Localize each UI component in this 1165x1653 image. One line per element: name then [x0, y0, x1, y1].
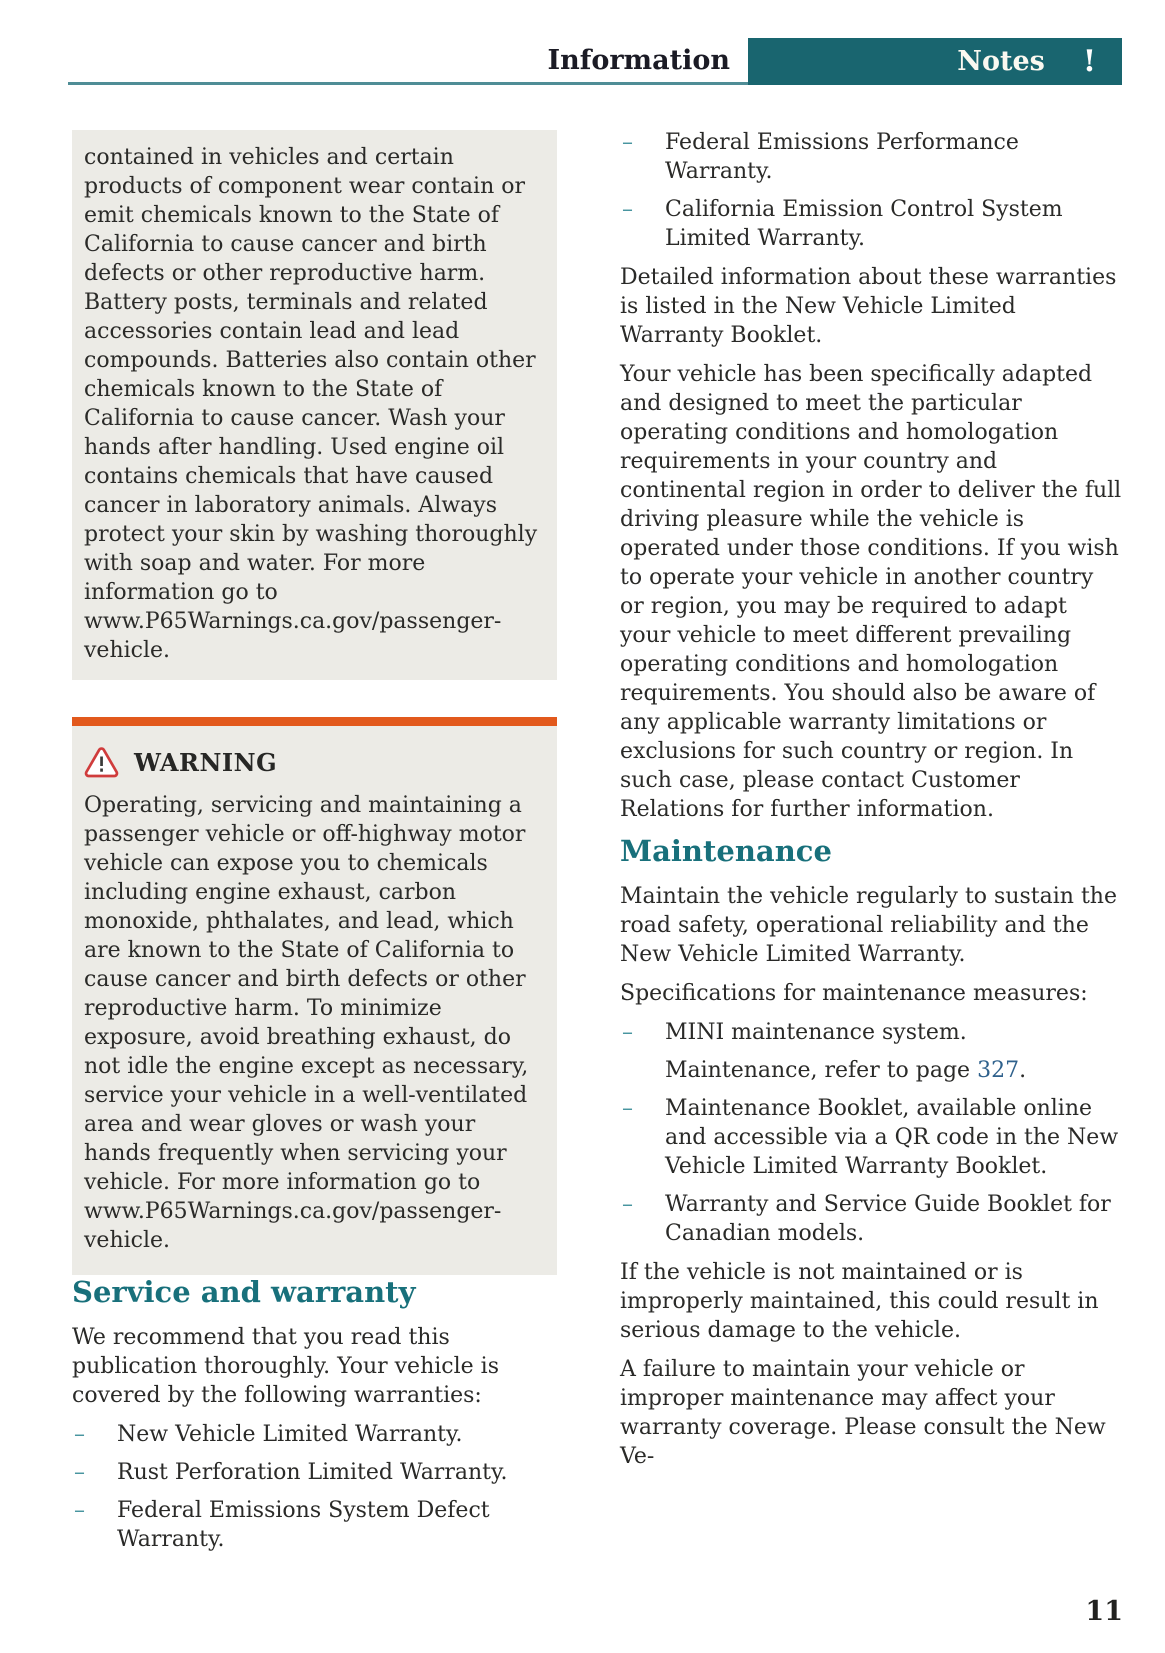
service-warranty-intro: We recommend that you read this publication thoroughly. Your vehicle is covered by the following warranties:	[72, 1325, 499, 1408]
right-column	[620, 126, 1122, 1481]
warranty-list	[72, 1420, 557, 1554]
list-item	[620, 1018, 1122, 1085]
warning-title: WARNING	[134, 748, 278, 777]
not-maintained-paragraph: If the vehicle is not maintained or is improperly maintained, this could result in serious damage to the vehicle.	[620, 1260, 1099, 1343]
dash-icon: –	[622, 197, 633, 222]
warning-triangle-icon	[84, 747, 119, 778]
maintenance-specs-paragraph: Specifications for maintenance measures:	[620, 981, 1088, 1006]
service-warranty-heading: Service and warranty	[72, 1275, 416, 1309]
alert-icon: !	[1082, 43, 1096, 79]
list-item	[620, 195, 1122, 253]
dash-icon: –	[74, 1460, 85, 1485]
header-section-label: Information	[547, 44, 730, 76]
list-item	[72, 1458, 557, 1487]
failure-paragraph: A failure to maintain your vehicle or improper maintenance may affect your warranty coverage. Please consult the New Ve-	[620, 1357, 1106, 1469]
page-reference-suffix: .	[1019, 1058, 1027, 1083]
list-item	[620, 1190, 1122, 1248]
list-item-text: MINI maintenance system.	[665, 1020, 967, 1045]
page-reference-prefix: Maintenance, refer to page	[665, 1058, 978, 1083]
page-header	[68, 38, 1122, 85]
left-column	[72, 130, 557, 1564]
header-section-area	[68, 38, 748, 85]
dash-icon: –	[622, 1096, 633, 1121]
dash-icon: –	[74, 1422, 85, 1447]
maintenance-sustain-paragraph: Maintain the vehicle regularly to sustain the road safety, operational reliability and the New Vehicle Limited Warranty.	[620, 884, 1117, 967]
prop65-text: contained in vehicles and certain products of component wear contain or emit chemicals known to the State of California to cause cancer and birth defects or other reproductive harm. Battery posts, terminals and related accessories contain lead and lead compounds. Batteries also contain other chemicals known to the State of California to cause cancer. Wash your hands after handling. Used engine oil contains chemicals that have caused cancer in laboratory animals. Always protect your skin by washing thoroughly with soap and water. For more information go to www.P65Warnings.ca.gov/passenger-vehicle.	[84, 145, 538, 663]
maintenance-list	[620, 1018, 1122, 1248]
page-reference-link[interactable]: 327	[977, 1058, 1020, 1083]
header-chapter-label: Notes	[957, 46, 1045, 77]
maintenance-page-reference	[665, 1056, 1122, 1085]
warning-title-row	[84, 747, 545, 778]
list-item-text: New Vehicle Limited Warranty.	[117, 1422, 463, 1447]
list-item	[620, 128, 1122, 186]
warning-text: Operating, servicing and maintaining a passenger vehicle or off-highway motor vehicle can expose you to chemicals including engine exhaust, carbon monoxide, phthalates, and lead, which are known to the State of California to cause cancer and birth defects or other reproductive harm. To minimize exposure, avoid breathing exhaust, do not idle the engine except as necessary, service your vehicle in a well-ventilated area and wear gloves or wash your hands frequently when servicing your vehicle. For more information go to www.P65Warnings.ca.gov/passenger-vehicle.	[84, 793, 529, 1253]
adaptation-paragraph: Your vehicle has been specifically adapted and designed to meet the particular operating conditions and homologation requirements in your country and continental region in order to deliver the full driving pleasure while the vehicle is operated under those conditions. If you wish to operate your vehicle in another country or region, you may be required to adapt your vehicle to meet different prevailing operating conditions and homologation requirements. You should also be aware of any applicable warranty limitations or exclusions for such country or region. In such case, please contact Customer Relations for further information.	[620, 362, 1122, 822]
dash-icon: –	[622, 1020, 633, 1045]
dash-icon: –	[622, 1192, 633, 1217]
detailed-info-paragraph: Detailed information about these warranties is listed in the New Vehicle Limited Warranty Booklet.	[620, 265, 1117, 348]
notes-tab	[748, 38, 1122, 85]
maintenance-heading: Maintenance	[620, 834, 832, 868]
dash-icon: –	[622, 130, 633, 155]
list-item-text: Federal Emissions Performance Warranty.	[665, 130, 1019, 184]
list-item-text: California Emission Control System Limited Warranty.	[665, 197, 1063, 251]
dash-icon: –	[74, 1498, 85, 1523]
page-number: 11	[1085, 1596, 1123, 1627]
warranty-list-continued	[620, 128, 1122, 253]
prop65-text-box	[72, 130, 557, 680]
list-item-text: Federal Emissions System Defect Warranty.	[117, 1498, 490, 1552]
list-item	[72, 1496, 557, 1554]
warning-box	[72, 717, 557, 1275]
list-item	[620, 1094, 1122, 1181]
list-item-text: Warranty and Service Guide Booklet for Canadian models.	[665, 1192, 1111, 1246]
list-item-text: Rust Perforation Limited Warranty.	[117, 1460, 508, 1485]
list-item-text: Maintenance Booklet, available online and accessible via a QR code in the New Vehicle Limited Warranty Booklet.	[665, 1096, 1119, 1179]
list-item	[72, 1420, 557, 1449]
